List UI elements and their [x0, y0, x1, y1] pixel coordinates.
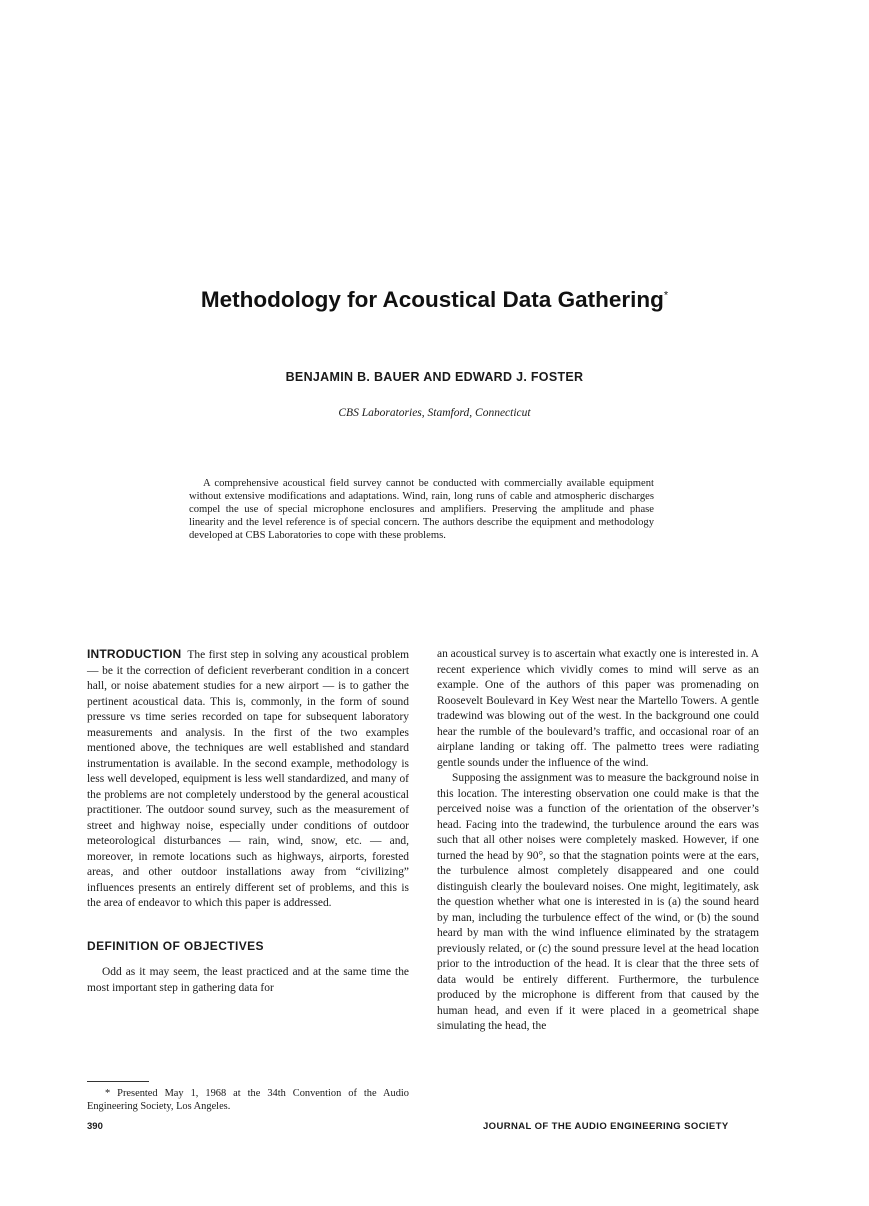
title-footnote-mark: * — [663, 289, 669, 302]
author-line: BENJAMIN B. BAUER AND EDWARD J. FOSTER — [285, 370, 584, 384]
footnote-rule — [87, 1081, 149, 1082]
background-noise-paragraph: Supposing the assignment was to measure the background noise in this location. The interesting observation one could make is that the perceived noise was a function of the orientation of the observer’s head. Facing into the tradewind, the turbulence around the ears was such that all other noises were completely masked. However, if one turned the head by 90°, so that the stagnation points were at the ears, the turbulence almost completely disappeared and one could distinguish clearly the boulevard noises. One might, legitimately, ask the question whether what one is interested in is (a) the sound heard by man, including the turbulence effect of the wind, or (b) the sound heard by man with the wind influence eliminated by the stratagem previously related, or (c) the sound pressure level at the head location prior to the introduction of the head. It is clear that the three sets of data would be entirely different. Furthermore, the turbulence produced by the microphone is different from that caused by the human head, and even if it were placed in a geometrical shape simulating the head, the — [437, 772, 759, 1032]
paper-title — [0, 287, 869, 313]
title-text: Methodology for Acoustical Data Gathering — [200, 287, 664, 312]
affiliation: CBS Laboratories, Stamford, Connecticut — [338, 407, 531, 419]
left-column — [87, 647, 409, 996]
introduction-text: The first step in solving any acoustical problem — be it the correction of deficient reverberant condition in a concert hall, or noise abatement studies for a new airport — is to gather the pertinent acoustical data. This is, commonly, in the form of sound pressure vs time series recorded on tape for subsequent laboratory measurements and analysis. In the first of the two examples mentioned above, the techniques are well established and standard instrumentation is available. In the second example, methodology is less well developed, equipment is less well standardized, and many of the problems are not completely understood by the general acoustical practitioner. The outdoor sound survey, such as the measurement of street and highway noise, especially under conditions of outdoor meteorological disturbances — rain, wind, snow, etc. — and, moreover, in remote locations such as highways, airports, forested areas, and other outdoor installations away from “civilizing” influences presents an entirely different set of problems, and this is the area of endeavor to which this paper is addressed. — [87, 649, 409, 909]
page-number: 390 — [87, 1121, 103, 1132]
abstract: A comprehensive acoustical field survey cannot be conducted with commercially available equipment without extensive modifications and adaptations. Wind, rain, long runs of cable and atmospheric discharges compel the use of special microphone enclosures and amplifiers. Preserving the amplitude and phase linearity and the level reference is of special concern. The authors describe the equipment and methodology developed at CBS Laboratories to cope with these problems. — [189, 478, 654, 542]
footnote: * Presented May 1, 1968 at the 34th Convention of the Audio Engineering Society, Los Angeles. — [87, 1088, 409, 1112]
definition-paragraph-continued: an acoustical survey is to ascertain what exactly one is interested in. A recent experience which vividly comes to mind will serve as an example. One of the authors of this paper was promenading on Roosevelt Boulevard in Key West near the Martello Towers. A gentle tradewind was blowing out of the west. In the background one could hear the rumble of the boulevard’s traffic, and occasional roar of an airplane landing or taking off. The palmetto trees were radiating gentle sounds under the influence of the wind. — [437, 648, 759, 769]
introduction-paragraph — [87, 647, 409, 912]
right-column — [437, 647, 759, 1035]
definition-heading: DEFINITION OF OBJECTIVES — [87, 938, 264, 953]
journal-name: JOURNAL OF THE AUDIO ENGINEERING SOCIETY — [483, 1121, 729, 1132]
definition-paragraph-start: Odd as it may seem, the least practiced and at the same time the most important step in gathering data for — [87, 966, 409, 994]
introduction-heading: INTRODUCTION — [87, 647, 182, 661]
